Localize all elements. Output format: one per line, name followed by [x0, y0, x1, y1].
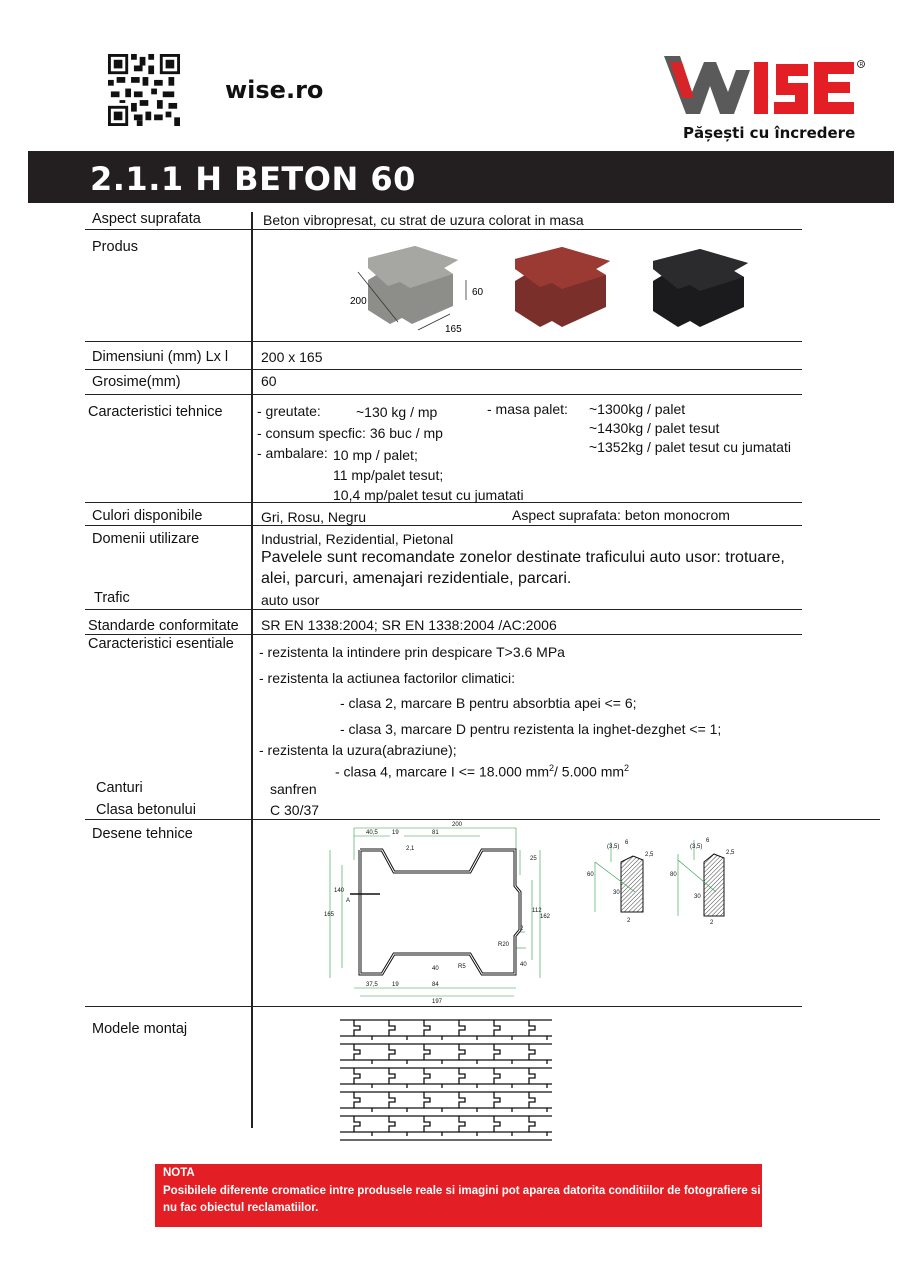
trafic-label: Trafic — [94, 590, 130, 606]
d-40b: 40 — [520, 962, 527, 968]
produs-label: Produs — [92, 239, 138, 255]
row-rule — [85, 525, 802, 526]
dimensiuni-label: Dimensiuni (mm) Lx l — [92, 349, 229, 365]
consum-text: - consum specfic: 36 buc / mp — [257, 425, 443, 441]
desene-label: Desene tehnice — [92, 826, 193, 842]
aspect-value: Beton vibropresat, cu strat de uzura colorat in masa — [263, 212, 584, 228]
esentiale-line-5: - rezistenta la uzura(abraziune); — [259, 742, 457, 758]
esentiale-line-4: - clasa 3, marcare D pentru rezistenta la inghet-dezghet <= 1; — [340, 721, 722, 737]
ambalare-line-3: 10,4 mp/palet tesut cu jumatati — [333, 487, 524, 503]
domenii-value: Industrial, Rezidential, Pietonal — [261, 531, 454, 547]
row-rule — [85, 229, 802, 230]
d-r20: R20 — [498, 942, 510, 948]
greutate-value: ~130 kg / mp — [356, 404, 438, 420]
domenii-label: Domenii utilizare — [92, 531, 200, 547]
technical-drawing-plan — [320, 820, 550, 1005]
caracteristici-label: Caracteristici tehnice — [88, 404, 223, 420]
s2-6: 6 — [706, 838, 710, 844]
d-197: 197 — [432, 999, 443, 1005]
clasa-value: C 30/37 — [270, 802, 320, 818]
dimensiuni-value: 200 x 165 — [261, 349, 323, 365]
d-81: 81 — [432, 830, 439, 836]
s2-2-5: 2,5 — [726, 850, 735, 856]
technical-drawing-section-80 — [668, 832, 748, 927]
qr-code — [108, 54, 180, 126]
standarde-label: Standarde conformitate — [88, 618, 239, 634]
d-2-1: 2,1 — [406, 846, 415, 852]
aspect-label: Aspect suprafata — [92, 211, 201, 227]
d-162: 162 — [540, 914, 551, 920]
s2-30: 30 — [694, 894, 701, 900]
nota-box — [155, 1164, 762, 1227]
technical-drawing-section-60 — [585, 832, 665, 927]
d-r5: R5 — [458, 964, 466, 970]
modele-label: Modele montaj — [92, 1021, 188, 1037]
masa-label: - masa palet: — [487, 401, 568, 417]
row-rule — [85, 1006, 802, 1007]
d-112: 112 — [532, 908, 542, 914]
standarde-value: SR EN 1338:2004; SR EN 1338:2004 /AC:2006 — [261, 617, 557, 633]
d-200: 200 — [452, 822, 463, 828]
grosime-value: 60 — [261, 373, 277, 389]
dim-200-label: 200 — [350, 296, 367, 307]
row-rule — [85, 369, 802, 370]
d-19a: 19 — [392, 830, 399, 836]
d-140: 140 — [334, 888, 345, 894]
s1-3-5: (3,5) — [607, 844, 620, 850]
nota-title: NOTA — [163, 1167, 195, 1179]
dim-60-label: 60 — [472, 287, 484, 298]
masa-line-2: ~1430kg / palet tesut — [589, 420, 720, 436]
masa-line-3: ~1352kg / palet tesut cu jumatati — [589, 439, 791, 455]
d-165: 165 — [324, 912, 335, 918]
s1-60: 60 — [587, 872, 594, 878]
s1-2-5: 2,5 — [645, 852, 654, 858]
canturi-label: Canturi — [96, 780, 143, 796]
column-divider — [251, 212, 253, 1128]
row-rule — [85, 394, 802, 395]
domenii-desc-2: alei, parcuri, amenajari rezidentiale, parcari. — [261, 570, 572, 587]
clasa-label: Clasa betonului — [96, 802, 196, 818]
s1-6: 6 — [625, 840, 629, 846]
masa-line-1: ~1300kg / palet — [589, 401, 686, 417]
d-37-5: 37,5 — [366, 982, 378, 988]
d-84: 84 — [432, 982, 439, 988]
grosime-label: Grosime(mm) — [92, 374, 181, 390]
row-rule — [85, 634, 802, 635]
s1-30: 30 — [613, 890, 620, 896]
esentiale-line-6: - clasa 4, marcare I <= 18.000 $mm^2/$ 5.000 $mm^2$ — [335, 763, 630, 780]
paver-grey-image — [340, 240, 484, 340]
svg-text:R: R — [859, 62, 864, 68]
aspect-note: Aspect suprafata: beton monocrom — [512, 507, 730, 523]
d-19b: 19 — [392, 982, 399, 988]
d-a: A — [346, 898, 351, 904]
website-label: wise.ro — [225, 76, 324, 104]
brand-slogan: Pășești cu încredere — [683, 124, 856, 142]
page-title: 2.1.1 H BETON 60 — [90, 160, 416, 198]
d-40-5: 40,5 — [366, 830, 378, 836]
ambalare-line-2: 11 mp/palet tesut; — [333, 467, 444, 483]
paver-red-image — [510, 243, 620, 333]
esentiale-line-2: - rezistenta la actiunea factorilor climatici: — [259, 670, 515, 686]
s2-80: 80 — [670, 872, 677, 878]
laying-pattern-drawing — [340, 1016, 552, 1144]
culori-value: Gri, Rosu, Negru — [261, 509, 367, 525]
d-40a: 40 — [432, 966, 439, 972]
row-rule — [85, 341, 802, 342]
d-25: 25 — [530, 856, 537, 862]
dim-165-label: 165 — [445, 324, 462, 335]
ambalare-label: - ambalare: — [257, 445, 328, 461]
row-rule — [85, 609, 802, 610]
trafic-value: auto usor — [261, 592, 320, 608]
d-2: 2 — [520, 926, 524, 932]
culori-label: Culori disponibile — [92, 508, 203, 524]
esentiale-line-1: - rezistenta la intindere prin despicare T>3.6 MPa — [259, 644, 565, 660]
canturi-value: sanfren — [270, 781, 317, 797]
esentiale-label: Caracteristici esentiale — [88, 636, 234, 652]
domenii-desc-1: Pavelele sunt recomandate zonelor destinate traficului auto usor: trotuare, — [261, 549, 785, 566]
s1-2: 2 — [627, 918, 631, 924]
s2-2: 2 — [710, 920, 714, 926]
paver-black-image — [650, 245, 760, 330]
s2-3-5: (3,5) — [690, 844, 703, 850]
nota-body: Posibilele diferente cromatice intre produsele reale si imagini pot aparea datorita conditiilor de fotografiere si nu fac obiectul reclamatiilor. — [163, 1185, 761, 1214]
greutate-label: - greutate: — [257, 403, 321, 419]
ambalare-line-1: 10 mp / palet; — [333, 447, 418, 463]
esentiale-line-3: - clasa 2, marcare B pentru absorbtia apei <= 6; — [340, 695, 637, 711]
